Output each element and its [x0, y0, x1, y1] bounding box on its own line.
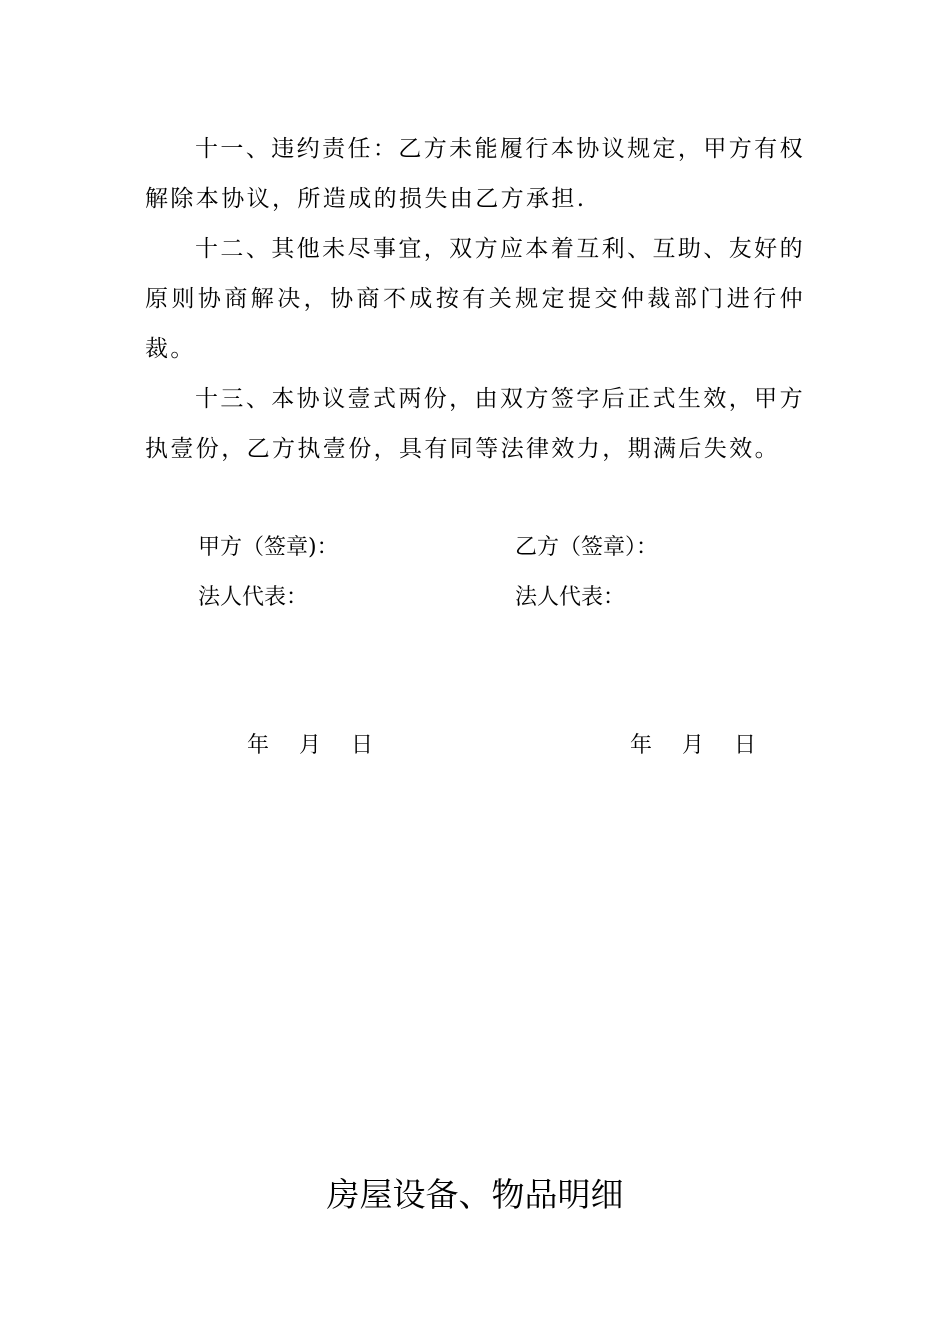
party-a-seal-label: 甲方（签章)： [198, 535, 339, 560]
appendix-title: 房屋设备、物品明细 [326, 1175, 624, 1214]
party-a-representative-label: 法人代表： [198, 585, 309, 610]
clause-13: 十三、本协议壹式两份，由双方签字后正式生效，甲方执壹份，乙方执壹份，具有同等法律效力，期满后失效。 [145, 386, 805, 462]
party-b-date [630, 731, 756, 761]
party-b-year-label: 年 [630, 733, 653, 758]
party-b-seal-label: 乙方（签章）： [515, 535, 659, 560]
agreement-clauses [145, 124, 805, 474]
party-a-day-label: 日 [351, 733, 374, 758]
party-a-month-label: 月 [299, 733, 322, 758]
party-b-day-label: 日 [734, 733, 757, 758]
clause-11: 十一、违约责任：乙方未能履行本协议规定，甲方有权解除本协议，所造成的损失由乙方承担. [145, 136, 805, 212]
party-a-year-label: 年 [247, 733, 270, 758]
party-a-date [247, 731, 373, 761]
party-b-month-label: 月 [682, 733, 705, 758]
party-b-representative-label: 法人代表： [515, 585, 626, 610]
clause-12: 十二、其他未尽事宜，双方应本着互利、互助、友好的原则协商解决，协商不成按有关规定提交仲裁部门进行仲裁。 [145, 236, 805, 362]
